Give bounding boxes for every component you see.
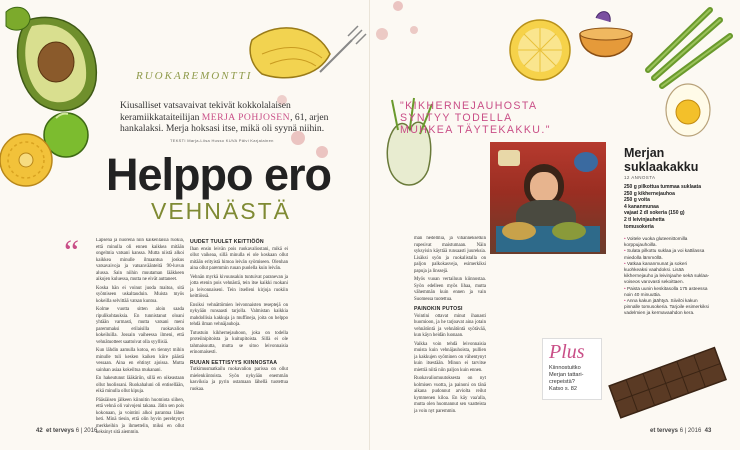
chocolate-bar-illustration [602, 344, 732, 424]
step-text: Sulata pilkottu suklaa ja voi kattilassa miedolla lämmöllä. [624, 248, 705, 260]
plus-text [549, 365, 599, 393]
body-paragraph: Vehnän myrkä kivuunsakin tuntuivat paranevan ja jotta etenin pois vehnästä, tein itse kaikki ruokani ja leivonnaiseni. Tein itselleni kirjoja ruokiin keittiössä. [190, 274, 288, 299]
asparagus-illustration [648, 10, 730, 86]
body-paragraph: Myös vuoan vertailuun kiinnostaa. Syön edelleen myös lihaa, mutta vähemmän kuin ennen ja vain Suomessa tuotettua. [414, 277, 486, 302]
plus-text-line: Katso s. 82 [549, 386, 577, 392]
soup-bowl-illustration [580, 12, 632, 57]
section-heading: RUUAN EETTISYYS KIINNOSTAA [190, 359, 278, 366]
pull-quote: "KIKHERNEJAUHOSTA SYNTYY TODELLA MUHKEA TÄYTEKAKKU." [400, 100, 551, 136]
magazine-name: et terveys [46, 428, 75, 434]
ingredient-item: 250 g kikhernejauhoa [624, 190, 675, 197]
body-column-3 [414, 236, 486, 436]
plus-label: Plus [549, 341, 585, 363]
body-paragraph: Vaikka voin tehdä leivonnaisia muista kuin vehnäjauhoista, pullien ja kakkujen syöminen on vähentynyt kuin itsestään. Minun ei tarvitse miettiä niitä niin paljon kuin ennen. [414, 341, 486, 373]
body-paragraph: Vointini ottavat minut ihanasti huomioon, ja he tarjoavat aina jotain vehnätöntä ja vehnätöntä syötävää, kun käyn heidän luonaan. [414, 313, 486, 338]
page-subtitle: VEHNÄSTÄ [151, 198, 291, 224]
body-paragraph: En hakeutunut lääkäriin, sillä en oikeastaan ollut huolissani. Ruokahaluni oli entisellään, eikä minulla ollut kipuja. [96, 376, 184, 394]
bowl [502, 222, 536, 240]
ingredient-list [624, 184, 724, 230]
folio-right [650, 428, 711, 434]
ingredient-item: vajaat 2 dl sokeria (150 g) [624, 210, 685, 217]
bullet-icon: • [624, 285, 627, 291]
step-text: Vatkaa kananmunat ja sokeri kuohkeaksi vaahdoksi. Lisää kikhernejauho ja leivinjauhe sekä suklaa-voiseos varovasti sekoittaen. [624, 260, 710, 285]
byline: TEKSTI Marja-Liisa Husso KUVA Päivi Karjalainen [170, 138, 274, 143]
section-heading: UUDET TUULET KEITTIÖÖN [190, 239, 264, 245]
section-kicker: RUOKAREMONTTI [136, 70, 253, 82]
body-paragraph: Koska hän ei voinut juoda maitoa, sitä syömiseen uskaltauduin. Muista myös kokeilla selvittää vatsan kuntoa. [96, 285, 184, 304]
magazine-name: et terveys [650, 428, 679, 434]
shelf-jar [498, 150, 520, 166]
recipe-servings: 12 ANNOSTA [624, 175, 656, 180]
recipe-title [624, 146, 698, 174]
radish-illustration [376, 1, 418, 40]
section-heading: PAINOKIN PUTOSI [414, 306, 463, 312]
body-paragraph: Tutustuin kikhernejauhoon, joka on todella proteiinipitoista ja kuitupitoista. Sillä ei ole tahmaisuutta, mutta se sitoo leivonnaisia erinomaisesti. [190, 330, 288, 355]
bullet-icon: • [624, 236, 627, 241]
lime-illustration [6, 7, 30, 30]
body-paragraph: Ruokavaliomuutoksesta on nyt kolmisen vuotta, ja painoni on tänä aikana pudonnut arviolta reilut kymmenen kiloa. En käy vaa'alla, mutta olen huomannut sen vaatteista ja voin nyt paremmin. [414, 376, 486, 414]
issue: 6 | 2016 [75, 428, 98, 434]
lead-text-a: Kiusalliset vatsavaivat tekivät kokkolalaisen keramiikkataiteilijan [120, 100, 291, 123]
recipe-step [624, 286, 710, 298]
step-text: Anna kakun jäähtyä. Siivilöi kakun pinnalle tomusokeria. Tarjoile esimerkiksi vadelmien ja kermavaahdon kera. [624, 298, 709, 316]
lead-person-name: MERJA POHJOSEN [201, 111, 291, 123]
recipe-step [624, 298, 710, 317]
page-number: 42 [36, 428, 43, 434]
right-page [370, 0, 740, 450]
body-paragraph: Kolme vuotta sitten aloin saada ripulikohtauksia. En tunnistanut oloani yhtään varmasti, mutta vatsani meni paremmaksi erilaisilla ruokavalion kokeiluilla. Jossain vaiheessa ilmeni, että vehnätuotteet saattoivat olla syyllisiä. [96, 307, 184, 345]
portrait-photo [490, 142, 606, 254]
bullet-icon: • [624, 260, 627, 266]
ingredient-item: 250 g pilkottua tummaa suklaata [624, 184, 701, 190]
plus-text-line: Kiinnostuitko [549, 365, 581, 371]
lead-paragraph [120, 100, 352, 135]
body-paragraph: mán hedelmiä, ja vihanneksetkin rupesivat maistumaan. Näin syksyisin käyttää runsaasti juureksia. Lisäksi syön ja ruokalistalla on paljon palkokasveja, esimerkiksi papuja ja linssejä. [414, 236, 486, 274]
page-number: 43 [704, 428, 712, 434]
body-column-1 [96, 238, 184, 438]
ingredient-item: 2 tl leivinjauhetta [624, 216, 665, 223]
plate [552, 222, 586, 240]
body-column-2 [190, 236, 288, 436]
ingredient-item: tomusokeria [624, 223, 654, 230]
recipe-step [624, 261, 710, 286]
step-text: Paista uunin keskitasolla 175 asteessa noin 40 minuuttia. [624, 285, 708, 297]
body-paragraph: Ensiksi vehnättömien leivonnaisten reseptejä on nykyään runsaasti tarjolla. Valmistan kaikkia mahdollisia kakkuja ja muffineja, joita on helppo tehdä ilman vehnäjauhoja. [190, 302, 288, 327]
folio-left [36, 428, 97, 434]
avocado-illustration [18, 17, 97, 110]
crepe-illustration [250, 28, 330, 78]
plus-box[interactable] [542, 338, 602, 400]
recipe-title-line-2: suklaakakku [624, 160, 699, 174]
body-paragraph: Tutkimusmatkailu ruokavalion parissa on ollut mielenkiintoista. Syön nykyään enemmän kasviksia ja pyrin ostamaan lähellä tuotettua ruokaa. [190, 367, 288, 392]
bullet-icon: • [624, 248, 627, 254]
body-paragraph: Kun lähdin aamulla kotoa, en tiennyt mihin minulle tuli kesken kaiken kiire päästä vessaan. Aina en ehtinyt ajoissa. Mutta sainhan asiaa kokeiltua mukanani. [96, 348, 184, 373]
ingredient-item: 250 g voita [624, 197, 650, 204]
plus-text-line: crepeistä? [549, 379, 575, 385]
quote-mark-icon: “ [64, 234, 80, 271]
recipe-title-line-1: Merjan [624, 146, 665, 160]
face [530, 172, 558, 202]
plus-text-line: Merjan tattari- [549, 372, 584, 378]
recipe-step [624, 248, 710, 260]
body-paragraph: Ihan ensin leivän pois ruokavaliostani, mikä ei ollut vaikeaa, sillä minulla ei ole koskaan ollut mitään erityistä himoa leivän syömiseen. Olenhan aina ollut paremmin ruuan puolella kuin leivän. [190, 246, 288, 271]
issue: 6 | 2016 [679, 428, 702, 434]
pineapple-slice-illustration [0, 134, 52, 186]
step-text: Voitele vuoka gluteenittomilla korppujauhoilla. [624, 236, 688, 248]
lemon-illustration [510, 20, 570, 80]
recipe-steps [624, 236, 710, 317]
lead-text-b: , 61, arjen hankalaksi. Merja hoksasi itse, mikä oli syynä niihin. [120, 111, 329, 135]
ingredient-item: 4 kananmunaa [624, 203, 659, 210]
page-title: Helppo ero [106, 149, 332, 200]
recipe-step [624, 236, 710, 248]
body-paragraph: Lapsena ja nuorena niin kaikenlaisia ruokia, että minulla oli ennen kaikkea mitään ongelmia vatsani kanssa. Mutta niistä alkoi kaikkea minulle ilmaantua joskus vatsavaivoja ja vatsanväänteitä 90-luvun alussa. Sain niihin muutaman lääkkeen aikojen kuluessa, mutta ne eivät auttaneet. [96, 238, 184, 282]
egg-illustration [666, 84, 710, 136]
shelf-bowl [574, 152, 598, 172]
body-paragraph: Pääsiäisen jälkeen kiinnitin huomiota siihen, että vehnä oli vaivojeni takana. Jätin sen pois kokonaan, ja vointini alkoi parantua lähes heti. Minä tiesin, että olin hyvin perehtynyt merkkeihin ja ihmettelin, miksi en ollut keksinyt sitä aiemmin. [96, 397, 184, 435]
bullet-icon: • [624, 298, 627, 304]
